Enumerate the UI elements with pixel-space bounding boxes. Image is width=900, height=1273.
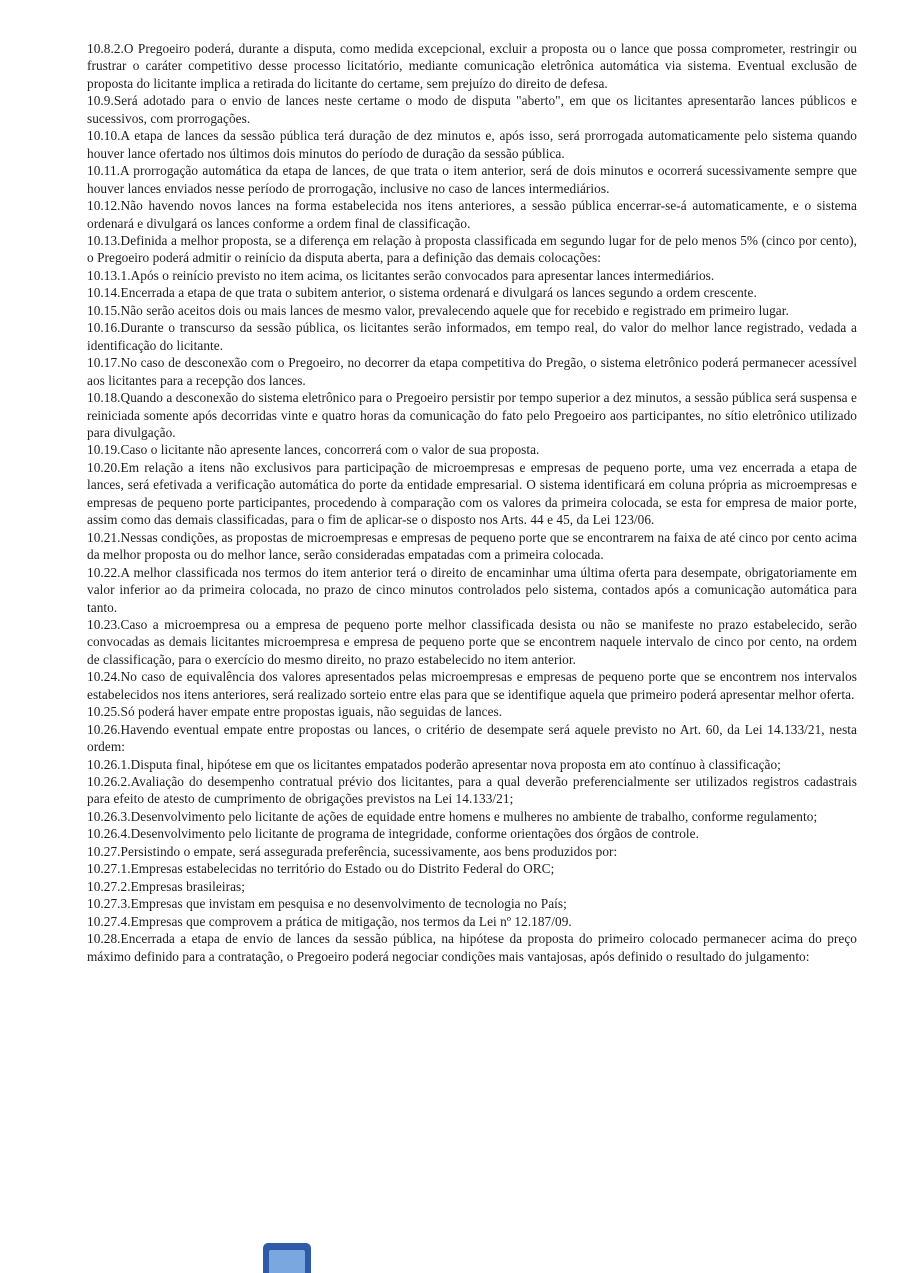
document-paragraph: 10.16.Durante o transcurso da sessão pública, os licitantes serão informados, em tempo real, do valor do melhor lance registrado, vedada a identificação do licitante. — [87, 320, 857, 353]
document-paragraph: 10.28.Encerrada a etapa de envio de lances da sessão pública, na hipótese da proposta do primeiro colocado permanecer acima do preço máximo definido para a contratação, o Pregoeiro poderá negociar condições mais vantajosas, após definido o resultado do julgamento: — [87, 931, 857, 964]
document-paragraph: 10.27.4.Empresas que comprovem a prática de mitigação, nos termos da Lei nº 12.187/09. — [87, 913, 572, 929]
document-paragraph: 10.27.Persistindo o empate, será assegurada preferência, sucessivamente, aos bens produzidos por: — [87, 843, 618, 859]
document-paragraph: 10.26.Havendo eventual empate entre propostas ou lances, o critério de desempate será aquele previsto no Art. 60, da Lei 14.133/21, nesta ordem: — [87, 721, 857, 755]
document-paragraph: 10.26.2.Avaliação do desempenho contratual prévio dos licitantes, para a qual deverão preferencialmente ser utilizados registros cadastrais para efeito de atesto de cumprimento de obrigações previstos na Lei 14.133/21; — [87, 774, 857, 807]
document-paragraph: 10.19.Caso o licitante não apresente lances, concorrerá com o valor de sua proposta. — [87, 442, 540, 458]
document-paragraph: 10.15.Não serão aceitos dois ou mais lances de mesmo valor, prevalecendo aquele que for recebido e registrado em primeiro lugar. — [87, 302, 789, 318]
document-paragraph: 10.27.1.Empresas estabelecidas no território do Estado ou do Distrito Federal do ORC; — [87, 861, 555, 877]
document-paragraph: 10.12.Não havendo novos lances na forma estabelecida nos itens anteriores, a sessão pública encerrar-se-á automaticamente, e o sistema ordenará e divulgará os lances conforme a ordem final de classificação. — [87, 198, 857, 231]
document-paragraph: 10.8.2.O Pregoeiro poderá, durante a disputa, como medida excepcional, excluir a proposta ou o lance que possa comprometer, restringir ou frustrar o caráter competitivo desse processo licitatório, mediante comunicação eletrônica automática via sistema. Eventual exclusão de proposta do licitante implica a retirada do licitante do certame, sem prejuízo do direito de defesa. — [87, 41, 857, 91]
document-paragraph: 10.23.Caso a microempresa ou a empresa de pequeno porte melhor classificada desista ou não se manifeste no prazo estabelecido, serão convocadas as demais licitantes microempresa e empresa de pequeno porte que se encontrem naquele intervalo de cinco por cento, na ordem de classificação, para o exercício do mesmo direito, no prazo estabelecido no item anterior. — [87, 616, 857, 667]
document-paragraph: 10.27.3.Empresas que invistam em pesquisa e no desenvolvimento de tecnologia no País; — [87, 896, 567, 912]
document-paragraph: 10.24.No caso de equivalência dos valores apresentados pelas microempresas e empresas de pequeno porte que se encontrem nos intervalos estabelecidos nos itens anteriores, será realizado sorteio entre elas para que se identifique aquela que primeiro poderá apresentar melhor oferta. — [87, 669, 857, 702]
document-paragraph: 10.14.Encerrada a etapa de que trata o subitem anterior, o sistema ordenará e divulgará os lances segundo a ordem crescente. — [87, 285, 757, 301]
footer-logo-inner — [269, 1250, 305, 1273]
document-paragraph: 10.25.Só poderá haver empate entre propostas iguais, não seguidas de lances. — [87, 704, 503, 720]
document-paragraph: 10.9.Será adotado para o envio de lances neste certame o modo de disputa "aberto", em que os licitantes apresentarão lances públicos e sucessivos, com prorrogações. — [87, 93, 857, 126]
document-body — [87, 40, 857, 965]
document-paragraph: 10.17.No caso de desconexão com o Pregoeiro, no decorrer da etapa competitiva do Pregão, o sistema eletrônico poderá permanecer acessível aos licitantes para a recepção dos lances. — [87, 355, 857, 388]
document-paragraph: 10.27.2.Empresas brasileiras; — [87, 878, 246, 894]
document-paragraph: 10.13.Definida a melhor proposta, se a diferença em relação à proposta classificada em segundo lugar for de pelo menos 5% (cinco por cento), o Pregoeiro poderá admitir o reinício da disputa aberta, para a definição das demais colocações: — [87, 232, 857, 266]
document-paragraph: 10.13.1.Após o reinício previsto no item acima, os licitantes serão convocados para apresentar lances intermediários. — [87, 267, 715, 283]
document-paragraph: 10.26.4.Desenvolvimento pelo licitante de programa de integridade, conforme orientações dos órgãos de controle. — [87, 826, 699, 842]
document-paragraph: 10.20.Em relação a itens não exclusivos para participação de microempresas e empresas de pequeno porte, uma vez encerrada a etapa de lances, será efetivada a verificação automática do porte da entidade empresarial. O sistema identificará em coluna própria as microempresas e empresas de pequeno porte participantes, procedendo à comparação com os valores da primeira colocada, se esta for empresa de maior porte, assim como das demais classificadas, para o fim de aplicar-se o disposto nos Arts. 44 e 45, da Lei 123/06. — [87, 459, 857, 528]
document-paragraph: 10.21.Nessas condições, as propostas de microempresas e empresas de pequeno porte que se encontrarem na faixa de até cinco por cento acima da melhor proposta ou do melhor lance, serão consideradas empatadas com a primeira colocada. — [87, 529, 857, 563]
footer-logo-graphic — [263, 1243, 311, 1273]
document-paragraph: 10.22.A melhor classificada nos termos do item anterior terá o direito de encaminhar uma última oferta para desempate, obrigatoriamente em valor inferior ao da primeira colocada, no prazo de cinco minutos controlados pelo sistema, contados após a comunicação automática para tanto. — [87, 564, 857, 615]
document-paragraph: 10.18.Quando a desconexão do sistema eletrônico para o Pregoeiro persistir por tempo superior a dez minutos, a sessão pública será suspensa e reiniciada somente após decorridas vinte e quatro horas da comunicação do fato pelo Pregoeiro aos participantes, no sítio eletrônico utilizado para divulgação. — [87, 390, 857, 440]
document-paragraph: 10.26.3.Desenvolvimento pelo licitante de ações de equidade entre homens e mulheres no ambiente de trabalho, conforme regulamento; — [87, 808, 818, 824]
document-paragraph: 10.11.A prorrogação automática da etapa de lances, de que trata o item anterior, será de dois minutos e ocorrerá sucessivamente sempre que houver lances enviados nesse período de prorrogação, inclusive no caso de lances intermediários. — [87, 163, 857, 196]
document-paragraph: 10.10.A etapa de lances da sessão pública terá duração de dez minutos e, após isso, será prorrogada automaticamente pelo sistema quando houver lance ofertado nos últimos dois minutos do período de duração da sessão pública. — [87, 128, 857, 161]
document-paragraph: 10.26.1.Disputa final, hipótese em que os licitantes empatados poderão apresentar nova proposta em ato contínuo à classificação; — [87, 756, 781, 772]
